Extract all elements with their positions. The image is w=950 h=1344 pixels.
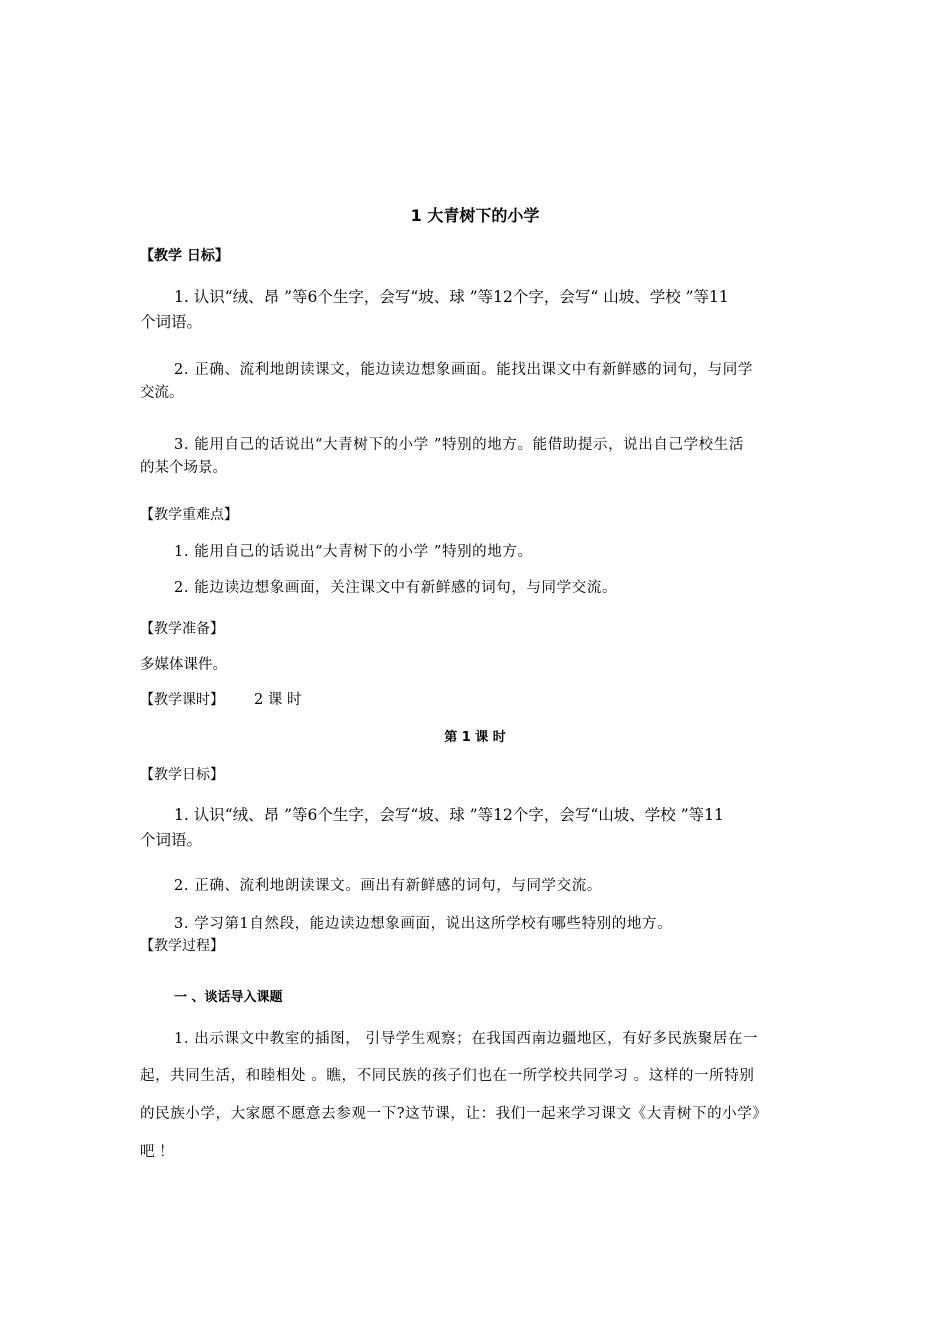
goal-1-line-1: 1. 认识“绒、昂 ”等6个生字，会写“坡、球 ”等12个字，会写“ 山坡、学校 ”等11 <box>174 288 729 306</box>
document-title: 1 大青树下的小学 <box>410 206 540 225</box>
process-heading: 【教学过程】 <box>140 938 224 954</box>
section-1-title: 一 、谈话导入课题 <box>174 990 283 1005</box>
lesson-1-goal-2: 2. 正确、流利地朗读课文。画出有新鲜感的词句，与同学交流。 <box>174 878 602 894</box>
lesson-1-goal-3: 3. 学习第1自然段，能边读边想象画面，说出这所学校有哪些特别的地方。 <box>174 916 673 932</box>
section-1-paragraph-line-3: 的民族小学，大家愿不愿意去参观一下?这节课，让：我们一起来学习课文《大青树下的小学》 <box>140 1106 768 1122</box>
goal-2-line-1: 2. 正确、流利地朗读课文，能边读边想象画面。能找出课文中有新鲜感的词句，与同学 <box>174 362 753 378</box>
lesson-1-goal-1-line-1: 1. 认识“绒、昂 ”等6个生字，会写“坡、球 ”等12个字，会写“山坡、学校 ”等11 <box>174 806 724 824</box>
prep-heading: 【教学准备】 <box>140 621 224 637</box>
key-points-heading: 【教学重难点】 <box>140 507 238 523</box>
lesson-1-goals-heading: 【教学日标】 <box>140 767 224 783</box>
section-1-paragraph-line-1: 1. 出示课文中教室的插图， 引导学生观察；在我国西南边疆地区，有好多民族聚居在一 <box>174 1031 759 1047</box>
key-point-1: 1. 能用自己的话说出“大青树下的小学 ”特别的地方。 <box>174 544 533 560</box>
section-1-paragraph-line-4: 吧 ！ <box>140 1144 174 1160</box>
goals-heading: 【教学 日标】 <box>140 248 229 264</box>
goal-3-line-2: 的某个场景。 <box>140 460 227 476</box>
prep-text: 多媒体课件。 <box>140 657 227 673</box>
goal-1-line-2: 个词语。 <box>140 313 203 331</box>
hours-value: 2 课 时 <box>254 692 302 708</box>
goal-2-line-2: 交流。 <box>140 385 184 401</box>
goal-3-line-1: 3. 能用自己的话说出“大青树下的小学 ”特别的地方。能借助提示，说出自己学校生活 <box>174 437 744 453</box>
hours-heading: 【教学课时】 <box>140 692 224 708</box>
key-point-2: 2. 能边读边想象画面，关注课文中有新鲜感的词句，与同学交流。 <box>174 580 618 596</box>
lesson-1-title: 第 1 课 时 <box>444 730 506 745</box>
lesson-1-goal-1-line-2: 个词语。 <box>140 831 203 849</box>
section-1-paragraph-line-2: 起，共同生活，和睦相处 。瞧，不同民族的孩子们也在一所学校共同学习 。这样的一所特别 <box>140 1068 755 1084</box>
